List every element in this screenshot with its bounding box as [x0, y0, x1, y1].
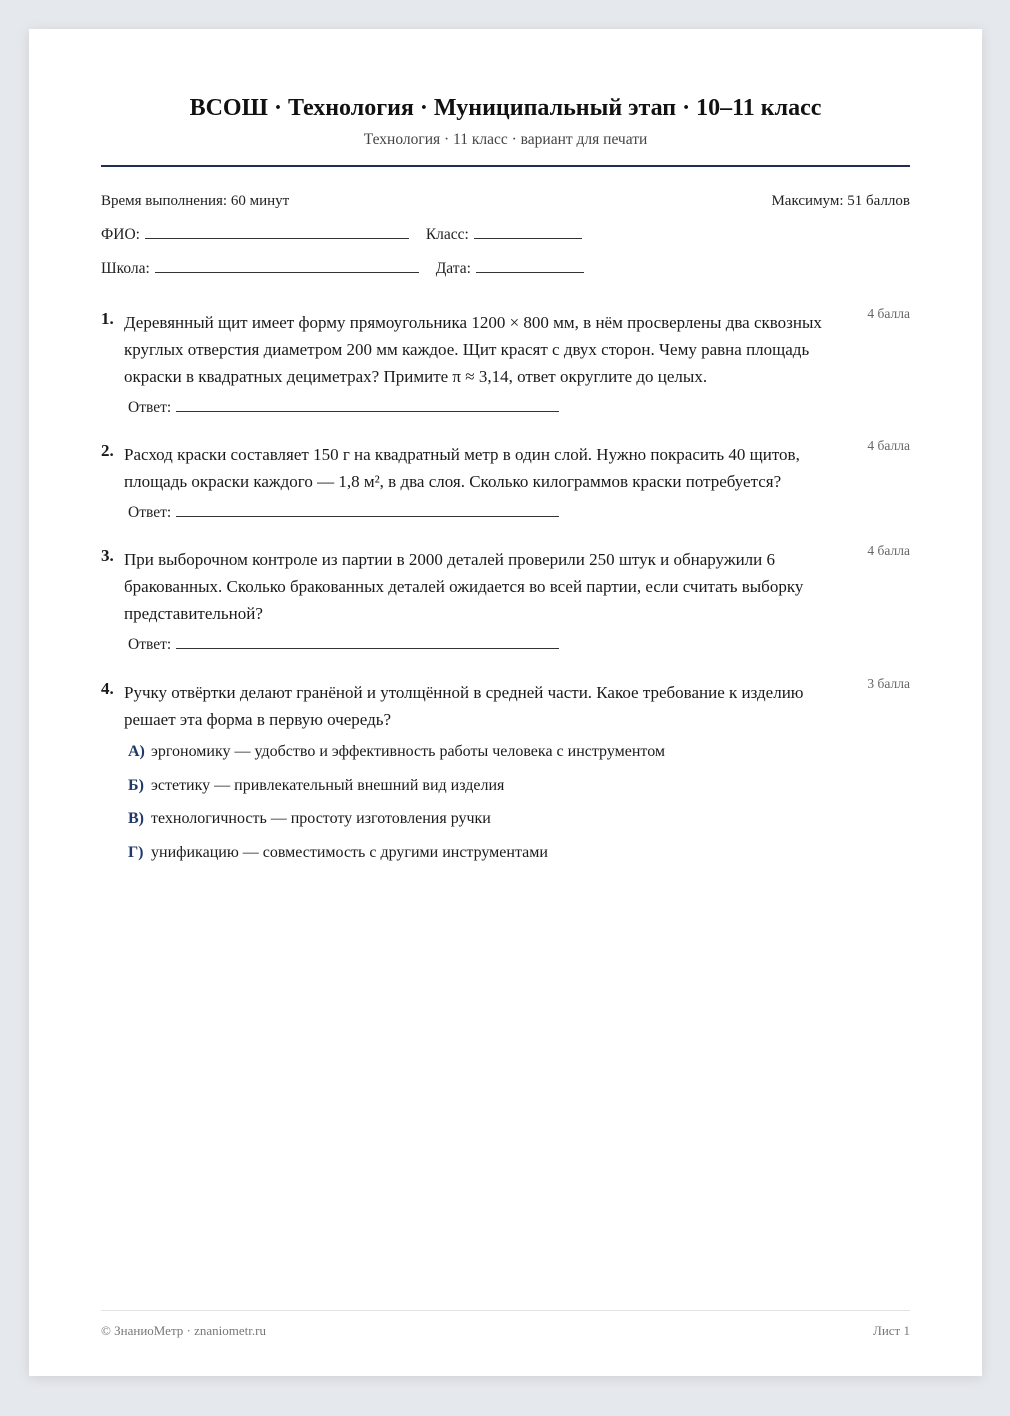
- header-divider: [101, 165, 910, 167]
- question-points: 4 балла: [867, 306, 910, 321]
- option-text: эстетику — привлекательный внешний вид изделия: [151, 777, 505, 794]
- page-number: Лист 1: [873, 1323, 910, 1338]
- time-limit: Время выполнения: 60 минут: [101, 193, 290, 209]
- option-letter: А): [128, 743, 145, 760]
- answer-label: Ответ:: [128, 636, 172, 653]
- school-field[interactable]: [155, 272, 419, 273]
- answer-label: Ответ:: [128, 504, 172, 521]
- school-label: Школа:: [101, 260, 150, 277]
- question-text: Ручку отвёртки делают гранёной и утолщённой в средней части. Какое требование к изделию решает эта форма в первую очередь?: [124, 683, 804, 729]
- class-label: Класс:: [425, 226, 469, 243]
- option-text: унификацию — совместимость с другими инструментами: [151, 844, 548, 861]
- footer-divider: [101, 1310, 910, 1311]
- option-b[interactable]: [128, 777, 504, 795]
- question-text: Расход краски составляет 150 г на квадратный метр в один слой. Нужно покрасить 40 щитов, площадь окраски каждого — 1,8 м², в два слоя. Сколько килограммов краски потребуется?: [124, 445, 800, 491]
- option-letter: Г): [128, 844, 144, 861]
- option-letter: Б): [128, 777, 144, 794]
- answer-field[interactable]: [176, 648, 559, 649]
- answer-label: Ответ:: [128, 399, 172, 416]
- question-points: 3 балла: [867, 676, 910, 691]
- page-subtitle: Технология · 11 класс · вариант для печати: [363, 131, 648, 148]
- question-points: 4 балла: [867, 543, 910, 558]
- date-field[interactable]: [476, 272, 584, 273]
- fio-label: ФИО:: [101, 226, 140, 243]
- class-field[interactable]: [474, 238, 582, 239]
- option-text: эргономику — удобство и эффективность работы человека с инструментом: [151, 743, 666, 760]
- page-title: ВСОШ · Технология · Муниципальный этап · 10–11 класс: [189, 95, 822, 121]
- option-c[interactable]: [128, 810, 491, 828]
- question-text: При выборочном контроле из партии в 2000 деталей проверили 250 штук и обнаружили 6 бракованных. Сколько бракованных деталей ожидается во всей партии, если считать выборку представительной?: [124, 550, 804, 623]
- fio-class-row: [101, 226, 582, 244]
- exam-sheet: [29, 29, 982, 1376]
- question-number: 2.: [101, 441, 114, 460]
- answer-field[interactable]: [176, 411, 559, 412]
- date-label: Дата:: [435, 260, 471, 277]
- footer-copyright: © ЗнаниоМетр · znaniometr.ru: [101, 1323, 266, 1338]
- fio-field[interactable]: [145, 238, 409, 239]
- question-number: 1.: [101, 309, 114, 328]
- answer-row: [128, 399, 559, 417]
- answer-field[interactable]: [176, 516, 559, 517]
- option-text: технологичность — простоту изготовления ручки: [151, 810, 491, 827]
- option-d[interactable]: [128, 844, 548, 862]
- option-letter: В): [128, 810, 144, 827]
- answer-row: [128, 636, 559, 654]
- school-date-row: [101, 260, 584, 278]
- question-text: Деревянный щит имеет форму прямоугольника 1200 × 800 мм, в нём просверлены два сквозных круглых отверстия диаметром 200 мм каждое. Щит красят с двух сторон. Чему равна площадь окраски в квадратных дециметрах? Примите π ≈ 3,14, ответ округлите до целых.: [124, 313, 822, 386]
- question-number: 4.: [101, 679, 114, 698]
- answer-row: [128, 504, 559, 522]
- option-a[interactable]: [128, 743, 665, 761]
- question-points: 4 балла: [867, 438, 910, 453]
- question-number: 3.: [101, 546, 114, 565]
- max-score: Максимум: 51 баллов: [771, 193, 910, 209]
